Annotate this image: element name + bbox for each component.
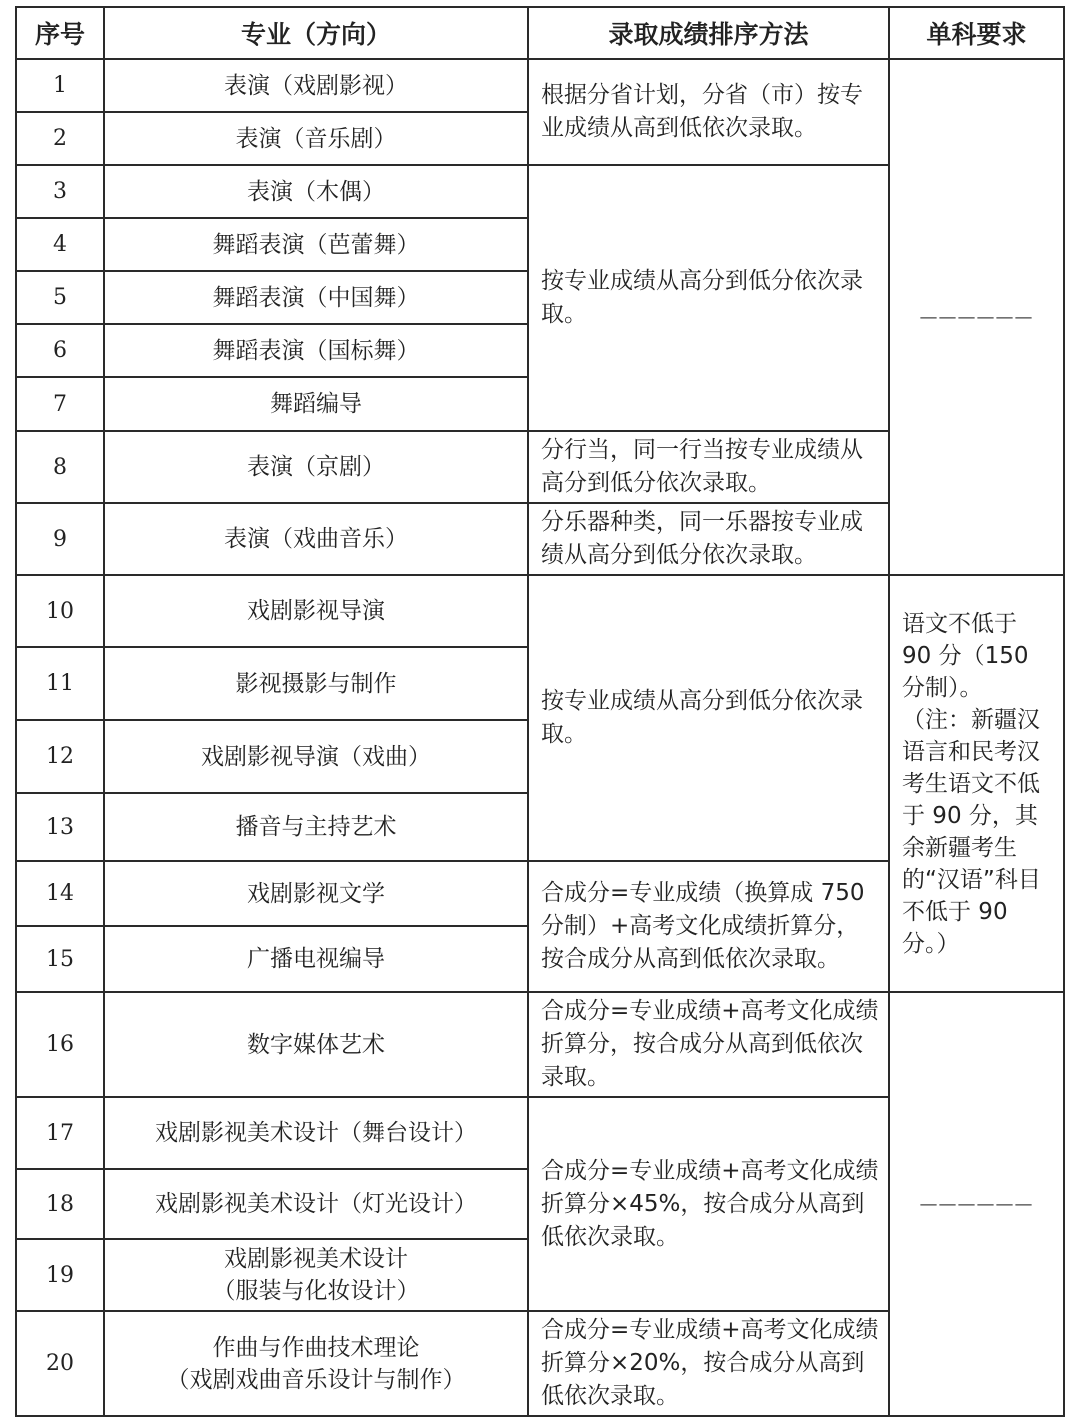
method-cell: 按专业成绩从高分到低分依次录取。 [528,165,889,431]
row-major: 播音与主持艺术 [104,793,528,861]
row-num: 20 [16,1311,104,1416]
row-num: 17 [16,1097,104,1169]
row-num: 12 [16,720,104,793]
row-num: 2 [16,112,104,165]
row-major-line: （服装与化妆设计） [212,1278,420,1304]
row-num: 16 [16,992,104,1097]
row-major: 舞蹈表演（芭蕾舞） [104,218,528,271]
row-major: 舞蹈表演（国标舞） [104,324,528,377]
row-num: 18 [16,1169,104,1239]
row-num: 10 [16,575,104,647]
row-major: 戏剧影视美术设计（灯光设计） [104,1169,528,1239]
method-cell: 合成分=专业成绩+高考文化成绩折算分，按合成分从高到低依次录取。 [528,992,889,1097]
row-major [104,1311,528,1416]
table-row [16,575,1064,647]
admission-table [15,6,1065,1417]
row-major-line: 作曲与作曲技术理论 [212,1334,420,1361]
row-major: 表演（戏曲音乐） [104,503,528,575]
row-num: 14 [16,861,104,926]
header-method: 录取成绩排序方法 [528,7,889,59]
row-num: 11 [16,647,104,720]
row-num: 19 [16,1239,104,1311]
row-num: 9 [16,503,104,575]
method-cell: 合成分=专业成绩+高考文化成绩折算分×45%，按合成分从高到低依次录取。 [528,1097,889,1311]
row-major: 广播电视编导 [104,926,528,992]
table-row [16,59,1064,112]
method-cell: 合成分=专业成绩+高考文化成绩折算分×20%，按合成分从高到低依次录取。 [528,1311,889,1416]
header-row [16,7,1064,59]
header-major: 专业（方向） [104,7,528,59]
method-cell: 根据分省计划，分省（市）按专业成绩从高到低依次录取。 [528,59,889,165]
row-major: 戏剧影视导演 [104,575,528,647]
header-requirement: 单科要求 [889,7,1064,59]
row-num: 5 [16,271,104,324]
requirement-cell [889,575,1064,992]
row-major: 戏剧影视导演（戏曲） [104,720,528,793]
row-num: 3 [16,165,104,218]
method-cell: 分行当，同一行当按专业成绩从高分到低分依次录取。 [528,431,889,503]
row-major-line: （戏剧戏曲音乐设计与制作） [166,1366,466,1393]
table-row [16,992,1064,1097]
requirement-note: （注：新疆汉语言和民考汉考生语文不低于 90 分，其余新疆考生的“汉语”科目不低于 90 分。） [902,706,1041,957]
row-major: 戏剧影视美术设计（舞台设计） [104,1097,528,1169]
row-major: 表演（戏剧影视） [104,59,528,112]
row-num: 13 [16,793,104,861]
method-cell: 分乐器种类，同一乐器按专业成绩从高分到低分依次录取。 [528,503,889,575]
row-num: 15 [16,926,104,992]
requirement-dash: —————— [919,307,1034,328]
requirement-cell [889,59,1064,575]
row-major: 舞蹈表演（中国舞） [104,271,528,324]
row-major: 数字媒体艺术 [104,992,528,1097]
row-major-line: 戏剧影视美术设计 [224,1246,408,1272]
row-num: 6 [16,324,104,377]
row-major: 表演（木偶） [104,165,528,218]
row-num: 4 [16,218,104,271]
requirement-cell [889,992,1064,1416]
method-cell: 合成分=专业成绩（换算成 750 分制）+高考文化成绩折算分，按合成分从高到低依次录取。 [528,861,889,992]
row-major: 影视摄影与制作 [104,647,528,720]
row-major: 表演（音乐剧） [104,112,528,165]
row-major: 表演（京剧） [104,431,528,503]
row-major [104,1239,528,1311]
method-cell: 按专业成绩从高分到低分依次录取。 [528,575,889,861]
row-major: 戏剧影视文学 [104,861,528,926]
row-num: 8 [16,431,104,503]
row-num: 1 [16,59,104,112]
row-num: 7 [16,377,104,431]
row-major: 舞蹈编导 [104,377,528,431]
requirement-dash: —————— [919,1194,1034,1215]
requirement-main: 语文不低于 90 分（150 分制）。 [902,610,1029,701]
header-num: 序号 [16,7,104,59]
